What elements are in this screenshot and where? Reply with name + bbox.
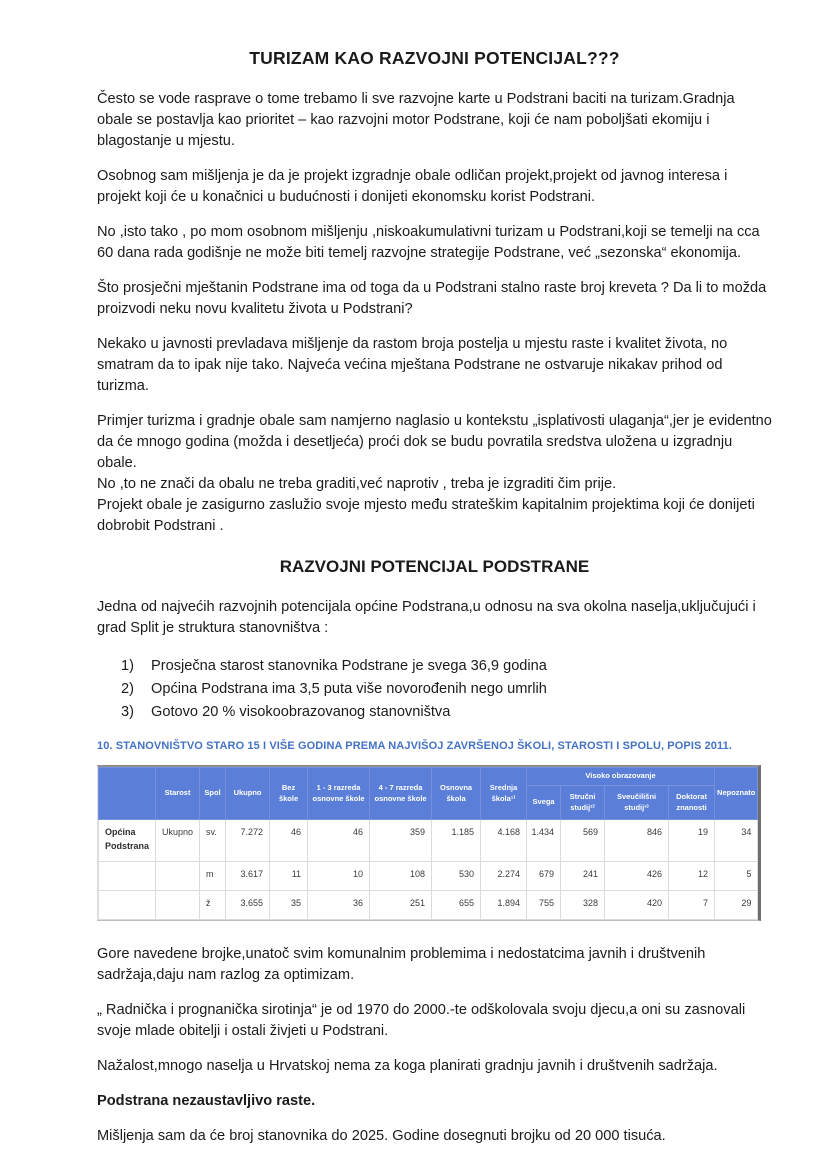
table-cell: 35 [270, 891, 308, 920]
table-cell: 10 [308, 862, 370, 891]
paragraph-podstrana-raste: Podstrana nezaustavljivo raste. [97, 1093, 316, 1109]
header-cell-doktorat: Doktorat znanosti [669, 786, 715, 820]
table-cell: 46 [308, 820, 370, 862]
paragraph-beds-question: Što prosječni mještanin Podstrane ima od toga da u Podstrani stalno raste broj kreveta ? Da li to možda proizvodi neku novu kvalitetu života u Podstrani? [97, 280, 767, 317]
table-cell [99, 891, 156, 920]
table-cell: 846 [605, 820, 669, 862]
table-cell: 11 [270, 862, 308, 891]
table-cell: 755 [527, 891, 561, 920]
table-cell: 2.274 [481, 862, 527, 891]
paragraph-opinion: Osobnog sam mišljenja je da je projekt izgradnje obale odličan projekt,projekt od javnog interesa i projekt koji će u konačnici u budućnosti i donijeti ekonomsku korist Podstrani. [97, 168, 728, 205]
list-marker: 1) [121, 658, 134, 674]
section-title-razvojni-potencijal: RAZVOJNI POTENCIJAL PODSTRANE [279, 557, 590, 576]
table-cell: 12 [669, 862, 715, 891]
list-item-births [121, 678, 772, 701]
numbered-list [121, 655, 772, 724]
census-table-image [97, 765, 761, 921]
table-cell [156, 891, 200, 920]
table-cell: 29 [715, 891, 758, 920]
header-group-visoko-obrazovanje: Visoko obrazovanje [527, 768, 715, 786]
header-cell-1-3-razreda: 1 - 3 razreda osnovne škole [308, 768, 370, 820]
header-cell-srednja-skola: Srednja škola¹⁾ [481, 768, 527, 820]
table-caption: 10. STANOVNIŠTVO STARO 15 I VIŠE GODINA PREMA NAJVIŠOJ ZAVRŠENOJ ŠKOLI, STAROSTI I SPOLU, POPIS 2011. [97, 740, 732, 752]
list-item-text: Prosječna starost stanovnika Podstrane je svega 36,9 godina [151, 658, 547, 674]
table-cell: 5 [715, 862, 758, 891]
header-cell-ukupno: Ukupno [226, 768, 270, 820]
main-title: TURIZAM KAO RAZVOJNI POTENCIJAL??? [249, 48, 620, 68]
table-cell: 3.655 [226, 891, 270, 920]
table-cell: sv. [200, 820, 226, 862]
table-cell: 530 [432, 862, 481, 891]
paragraph-public-opinion: Nekako u javnosti prevladava mišljenje da rastom broja postelja u mjestu raste i kvalitet života, no smatram da to ipak nije tako. Najveća većina mještana Podstrane ne ostvaruje nikakav prihod od turizma. [97, 336, 728, 394]
table-cell: 19 [669, 820, 715, 862]
table-cell: ž [200, 891, 226, 920]
paragraph-strategic-project: Projekt obale je zasigurno zaslužio svoje mjesto među strateškim kapitalnim projektima koji će donijeti dobrobit Podstrani . [97, 497, 755, 534]
table-cell: 569 [561, 820, 605, 862]
header-cell-4-7-razreda: 4 - 7 razreda osnovne škole [370, 768, 432, 820]
list-item-average-age [121, 655, 772, 678]
paragraph-population-structure: Jedna od najvećih razvojnih potencijala općine Podstrana,u odnosu na sva okolna naselja,uključujući i grad Split je struktura stanovništva : [97, 599, 756, 636]
table-cell: 36 [308, 891, 370, 920]
header-cell-starost: Starost [156, 768, 200, 820]
table-cell: 328 [561, 891, 605, 920]
table-cell: 7.272 [226, 820, 270, 862]
header-cell-bez-skole: Bez škole [270, 768, 308, 820]
table-row-ukupno [99, 820, 758, 862]
table-cell: 251 [370, 891, 432, 920]
paragraph-radnicka-sirotinja: „ Radnička i prognanička sirotinja“ je od 1970 do 2000.-te odškolovala svoju djecu,a oni su zasnovali svoje mlade obitelji i ostali živjeti u Podstrani. [97, 1002, 746, 1039]
header-cell-osnovna-skola: Osnovna škola [432, 768, 481, 820]
paragraph-intro: Često se vode rasprave o tome trebamo li sve razvojne karte u Podstrani baciti na turizam.Gradnja obale se postavlja kao prioritet – kao razvojni motor Podstrane, koji će nam poboljšati ekomiju i blagostanje u mjestu. [97, 91, 735, 149]
paragraph-investment-return: Primjer turizma i gradnje obale sam namjerno naglasio u kontekstu „isplativosti ulaganja“,jer je evidentno da će mnogo godina (možda i desetljeća) proći dok se budu povratila sredstva uložena u izgradnju obale. [97, 413, 772, 471]
paragraph-2025-prediction: Mišljenja sam da će broj stanovnika do 2025. Godine dosegnuti brojku od 20 000 tisuća. [97, 1128, 666, 1144]
table-cell: m [200, 862, 226, 891]
list-item-text: Općina Podstrana ima 3,5 puta više novorođenih nego umrlih [151, 681, 547, 697]
table-cell [156, 862, 200, 891]
table-cell [99, 862, 156, 891]
table-cell: Ukupno [156, 820, 200, 862]
table-cell: 46 [270, 820, 308, 862]
paragraph-nazalost: Nažalost,mnogo naselja u Hrvatskoj nema za koga planirati gradnju javnih i društvenih sadržaja. [97, 1058, 718, 1074]
table-cell: 420 [605, 891, 669, 920]
list-marker: 3) [121, 704, 134, 720]
table-row-muskarci [99, 862, 758, 891]
paragraph-optimism: Gore navedene brojke,unatoč svim komunalnim problemima i nedostatcima javnih i društvenih sadržaja,daju nam razlog za optimizam. [97, 946, 706, 983]
table-cell: 1.185 [432, 820, 481, 862]
header-cell-nepoznato: Nepoznato [715, 768, 758, 820]
table-cell: Općina Podstrana [99, 820, 156, 862]
table-cell: 3.617 [226, 862, 270, 891]
header-cell-strucni-studij: Stručni studij²⁾ [561, 786, 605, 820]
paragraph-build-anyway: No ,to ne znači da obalu ne treba graditi,već naprotiv , treba je izgraditi čim prije. [97, 476, 617, 492]
list-marker: 2) [121, 681, 134, 697]
list-item-text: Gotovo 20 % visokoobrazovanog stanovništva [151, 704, 451, 720]
header-cell-rowlabel [99, 768, 156, 820]
header-cell-svega: Svega [527, 786, 561, 820]
paragraph-seasonal-economy: No ,isto tako , po mom osobnom mišljenju ,niskoakumulativni turizam u Podstrani,koji se temelji na cca 60 dana rada godišnje ne može biti temelj razvojne strategije Podstrane, već „sezonska“ ekonomija. [97, 224, 760, 261]
table-row-zene [99, 891, 758, 920]
census-table [98, 767, 758, 920]
header-cell-sveucilisni-studij: Sveučilišni studij³⁾ [605, 786, 669, 820]
table-cell: 679 [527, 862, 561, 891]
table-cell: 1.434 [527, 820, 561, 862]
table-cell: 359 [370, 820, 432, 862]
table-cell: 4.168 [481, 820, 527, 862]
table-cell: 426 [605, 862, 669, 891]
table-cell: 34 [715, 820, 758, 862]
table-cell: 108 [370, 862, 432, 891]
table-cell: 655 [432, 891, 481, 920]
header-cell-spol: Spol [200, 768, 226, 820]
list-item-education [121, 701, 772, 724]
table-cell: 241 [561, 862, 605, 891]
table-cell: 1.894 [481, 891, 527, 920]
table-cell: 7 [669, 891, 715, 920]
